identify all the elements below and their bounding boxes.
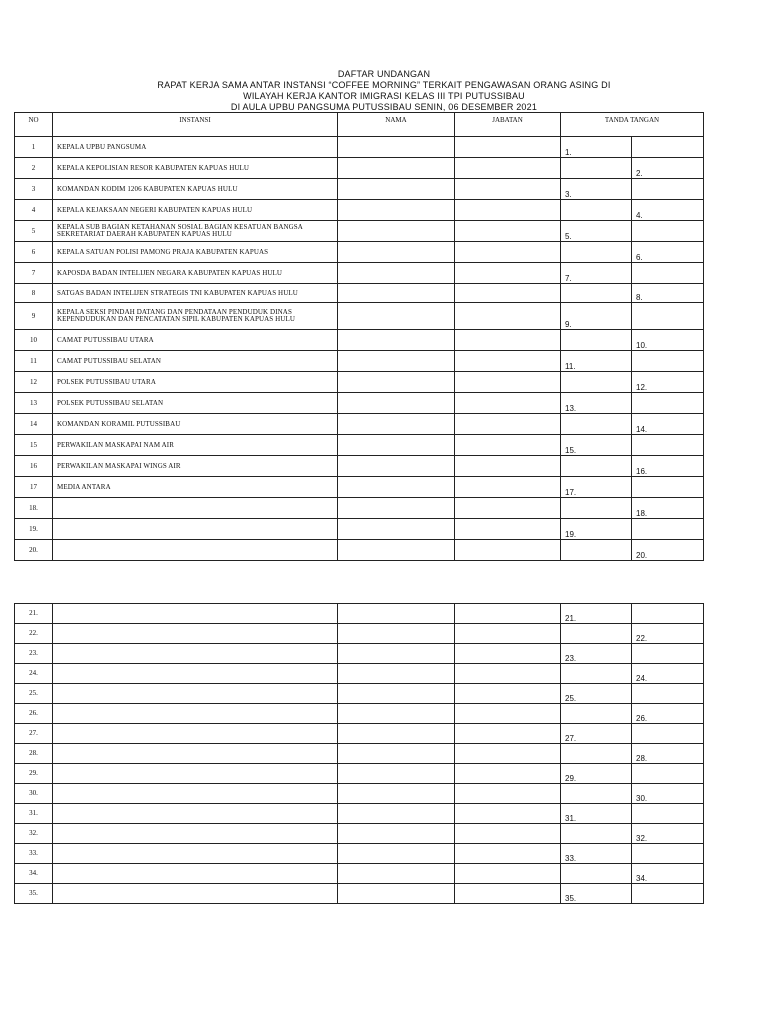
row-instansi	[53, 804, 338, 824]
table-row	[15, 704, 704, 724]
row-signature-left[interactable]: 11.	[561, 351, 632, 372]
row-nama[interactable]	[338, 864, 455, 884]
row-signature-right[interactable]	[632, 435, 704, 456]
row-signature-left[interactable]: 7.	[561, 263, 632, 284]
table-row	[15, 624, 704, 644]
row-instansi	[53, 540, 338, 561]
col-header-instansi: INSTANSI	[53, 113, 338, 137]
row-number: 31.	[15, 804, 53, 824]
row-number: 23.	[15, 644, 53, 664]
row-nama[interactable]	[338, 804, 455, 824]
row-instansi: KEPALA SEKSI PINDAH DATANG DAN PENDATAAN PENDUDUK DINAS KEPENDUDUKAN DAN PENCATATAN SIPIL KABUPATEN KAPUAS HULU	[53, 303, 338, 330]
row-instansi	[53, 764, 338, 784]
row-jabatan[interactable]	[455, 330, 561, 351]
row-nama[interactable]	[338, 664, 455, 684]
table-row	[15, 864, 704, 884]
row-nama[interactable]	[338, 435, 455, 456]
row-signature-left[interactable]	[561, 330, 632, 351]
row-signature-left[interactable]	[561, 200, 632, 221]
row-instansi: KEPALA SUB BAGIAN KETAHANAN SOSIAL BAGIAN KESATUAN BANGSA SEKRETARIAT DAERAH KABUPATEN KAPUAS HULU	[53, 221, 338, 242]
row-nama[interactable]	[338, 221, 455, 242]
table-row	[15, 284, 704, 303]
table-row	[15, 764, 704, 784]
row-instansi: KEPALA KEPOLISIAN RESOR KABUPATEN KAPUAS HULU	[53, 158, 338, 179]
table-row	[15, 330, 704, 351]
row-jabatan[interactable]	[455, 804, 561, 824]
row-nama[interactable]	[338, 884, 455, 904]
row-signature-left[interactable]: 29.	[561, 764, 632, 784]
row-instansi	[53, 784, 338, 804]
table-row	[15, 263, 704, 284]
row-nama[interactable]	[338, 351, 455, 372]
row-signature-right[interactable]	[632, 137, 704, 158]
document-header	[0, 69, 768, 113]
row-nama[interactable]	[338, 824, 455, 844]
row-signature-left[interactable]	[561, 784, 632, 804]
row-jabatan[interactable]	[455, 498, 561, 519]
row-number: 19.	[15, 519, 53, 540]
table-row	[15, 477, 704, 498]
row-nama[interactable]	[338, 624, 455, 644]
row-nama[interactable]	[338, 844, 455, 864]
row-jabatan[interactable]	[455, 393, 561, 414]
table-row	[15, 351, 704, 372]
row-jabatan[interactable]	[455, 158, 561, 179]
row-instansi	[53, 644, 338, 664]
row-jabatan[interactable]	[455, 519, 561, 540]
row-instansi	[53, 604, 338, 624]
row-jabatan[interactable]	[455, 477, 561, 498]
row-instansi: MEDIA ANTARA	[53, 477, 338, 498]
row-signature-left[interactable]: 25.	[561, 684, 632, 704]
table-row	[15, 644, 704, 664]
row-instansi: POLSEK PUTUSSIBAU SELATAN	[53, 393, 338, 414]
row-signature-left[interactable]: 19.	[561, 519, 632, 540]
row-jabatan[interactable]	[455, 864, 561, 884]
row-jabatan[interactable]	[455, 242, 561, 263]
row-nama[interactable]	[338, 284, 455, 303]
table-row	[15, 221, 704, 242]
row-instansi: KAPOSDA BADAN INTELIJEN NEGARA KABUPATEN KAPUAS HULU	[53, 263, 338, 284]
row-nama[interactable]	[338, 242, 455, 263]
table-row	[15, 844, 704, 864]
row-instansi: KOMANDAN KORAMIL PUTUSSIBAU	[53, 414, 338, 435]
row-jabatan[interactable]	[455, 179, 561, 200]
row-number: 24.	[15, 664, 53, 684]
invitation-table	[14, 112, 704, 561]
table-row	[15, 884, 704, 904]
row-nama[interactable]	[338, 200, 455, 221]
row-instansi	[53, 744, 338, 764]
row-signature-left[interactable]: 1.	[561, 137, 632, 158]
row-signature-right[interactable]	[632, 724, 704, 744]
row-number: 13	[15, 393, 53, 414]
row-number: 1	[15, 137, 53, 158]
row-signature-left[interactable]: 3.	[561, 179, 632, 200]
row-signature-right[interactable]: 16.	[632, 456, 704, 477]
table-row	[15, 744, 704, 764]
row-nama[interactable]	[338, 784, 455, 804]
row-number: 26.	[15, 704, 53, 724]
row-jabatan[interactable]	[455, 724, 561, 744]
row-signature-right[interactable]: 12.	[632, 372, 704, 393]
row-signature-left[interactable]	[561, 456, 632, 477]
row-jabatan[interactable]	[455, 137, 561, 158]
row-number: 22.	[15, 624, 53, 644]
row-signature-left[interactable]	[561, 158, 632, 179]
row-signature-left[interactable]	[561, 414, 632, 435]
invitation-table-continued	[14, 603, 704, 904]
row-signature-right[interactable]: 10.	[632, 330, 704, 351]
row-jabatan[interactable]	[455, 414, 561, 435]
row-instansi: KEPALA SATUAN POLISI PAMONG PRAJA KABUPATEN KAPUAS	[53, 242, 338, 263]
row-instansi	[53, 824, 338, 844]
row-signature-right[interactable]	[632, 179, 704, 200]
table-row	[15, 179, 704, 200]
row-instansi: SATGAS BADAN INTELIJEN STRATEGIS TNI KABUPATEN KAPUAS HULU	[53, 284, 338, 303]
row-signature-right[interactable]: 8.	[632, 284, 704, 303]
row-number: 9	[15, 303, 53, 330]
row-signature-left[interactable]	[561, 704, 632, 724]
row-instansi	[53, 864, 338, 884]
row-signature-left[interactable]	[561, 864, 632, 884]
row-instansi	[53, 624, 338, 644]
table-row	[15, 519, 704, 540]
row-nama[interactable]	[338, 519, 455, 540]
table-row	[15, 414, 704, 435]
row-jabatan[interactable]	[455, 684, 561, 704]
table-row	[15, 784, 704, 804]
row-signature-right[interactable]: 6.	[632, 242, 704, 263]
row-signature-right[interactable]: 34.	[632, 864, 704, 884]
row-signature-right[interactable]	[632, 221, 704, 242]
row-signature-right[interactable]: 4.	[632, 200, 704, 221]
row-number: 27.	[15, 724, 53, 744]
table-row	[15, 242, 704, 263]
row-nama[interactable]	[338, 744, 455, 764]
row-signature-right[interactable]	[632, 477, 704, 498]
table-row	[15, 393, 704, 414]
row-instansi	[53, 704, 338, 724]
row-nama[interactable]	[338, 498, 455, 519]
row-signature-right[interactable]: 2.	[632, 158, 704, 179]
row-jabatan[interactable]	[455, 844, 561, 864]
row-instansi	[53, 884, 338, 904]
row-signature-left[interactable]: 17.	[561, 477, 632, 498]
row-number: 3	[15, 179, 53, 200]
table-row	[15, 824, 704, 844]
row-jabatan[interactable]	[455, 284, 561, 303]
table-row	[15, 540, 704, 561]
row-jabatan[interactable]	[455, 351, 561, 372]
row-number: 4	[15, 200, 53, 221]
row-signature-left[interactable]: 5.	[561, 221, 632, 242]
row-signature-right[interactable]	[632, 764, 704, 784]
row-signature-left[interactable]: 15.	[561, 435, 632, 456]
table-row	[15, 372, 704, 393]
row-number: 32.	[15, 824, 53, 844]
row-signature-right[interactable]	[632, 844, 704, 864]
row-signature-right[interactable]	[632, 644, 704, 664]
row-jabatan[interactable]	[455, 624, 561, 644]
row-instansi: KOMANDAN KODIM 1206 KABUPATEN KAPUAS HULU	[53, 179, 338, 200]
row-signature-left[interactable]: 31.	[561, 804, 632, 824]
row-number: 16	[15, 456, 53, 477]
row-signature-left[interactable]	[561, 242, 632, 263]
row-jabatan[interactable]	[455, 824, 561, 844]
row-nama[interactable]	[338, 393, 455, 414]
row-number: 8	[15, 284, 53, 303]
header-line-2: RAPAT KERJA SAMA ANTAR INSTANSI “COFFEE MORNING” TERKAIT PENGAWASAN ORANG ASING DI	[157, 80, 611, 90]
row-signature-right[interactable]	[632, 804, 704, 824]
row-number: 10	[15, 330, 53, 351]
row-jabatan[interactable]	[455, 303, 561, 330]
row-signature-right[interactable]: 24.	[632, 664, 704, 684]
row-signature-right[interactable]: 18.	[632, 498, 704, 519]
row-number: 33.	[15, 844, 53, 864]
row-nama[interactable]	[338, 372, 455, 393]
row-nama[interactable]	[338, 137, 455, 158]
row-nama[interactable]	[338, 604, 455, 624]
row-signature-right[interactable]: 20.	[632, 540, 704, 561]
col-header-nama: NAMA	[338, 113, 455, 137]
row-number: 29.	[15, 764, 53, 784]
row-jabatan[interactable]	[455, 764, 561, 784]
row-nama[interactable]	[338, 540, 455, 561]
row-nama[interactable]	[338, 303, 455, 330]
row-signature-left[interactable]: 9.	[561, 303, 632, 330]
row-signature-right[interactable]	[632, 604, 704, 624]
row-nama[interactable]	[338, 179, 455, 200]
row-signature-left[interactable]	[561, 540, 632, 561]
table-row	[15, 804, 704, 824]
row-signature-left[interactable]: 33.	[561, 844, 632, 864]
row-number: 14	[15, 414, 53, 435]
col-header-tanda-tangan: TANDA TANGAN	[561, 113, 704, 137]
row-number: 34.	[15, 864, 53, 884]
row-jabatan[interactable]	[455, 644, 561, 664]
row-instansi	[53, 724, 338, 744]
row-signature-right[interactable]	[632, 393, 704, 414]
row-nama[interactable]	[338, 414, 455, 435]
row-instansi: PERWAKILAN MASKAPAI WINGS AIR	[53, 456, 338, 477]
row-nama[interactable]	[338, 456, 455, 477]
row-jabatan[interactable]	[455, 221, 561, 242]
row-nama[interactable]	[338, 764, 455, 784]
table-row	[15, 137, 704, 158]
col-header-no: NO	[15, 113, 53, 137]
row-signature-right[interactable]	[632, 303, 704, 330]
row-number: 28.	[15, 744, 53, 764]
row-jabatan[interactable]	[455, 604, 561, 624]
row-nama[interactable]	[338, 644, 455, 664]
row-signature-right[interactable]	[632, 519, 704, 540]
row-number: 5	[15, 221, 53, 242]
header-line-3: WILAYAH KERJA KANTOR IMIGRASI KELAS III TPI PUTUSSIBAU	[243, 91, 525, 101]
row-instansi: POLSEK PUTUSSIBAU UTARA	[53, 372, 338, 393]
row-jabatan[interactable]	[455, 884, 561, 904]
row-nama[interactable]	[338, 158, 455, 179]
row-instansi: KEPALA UPBU PANGSUMA	[53, 137, 338, 158]
table-row	[15, 724, 704, 744]
row-jabatan[interactable]	[455, 744, 561, 764]
row-jabatan[interactable]	[455, 784, 561, 804]
row-instansi	[53, 664, 338, 684]
row-number: 21.	[15, 604, 53, 624]
table-row	[15, 158, 704, 179]
table-row	[15, 498, 704, 519]
row-signature-left[interactable]	[561, 824, 632, 844]
row-instansi	[53, 498, 338, 519]
row-nama[interactable]	[338, 704, 455, 724]
row-number: 25.	[15, 684, 53, 704]
row-instansi: PERWAKILAN MASKAPAI NAM AIR	[53, 435, 338, 456]
row-signature-left[interactable]	[561, 744, 632, 764]
row-signature-right[interactable]	[632, 884, 704, 904]
row-signature-right[interactable]: 22.	[632, 624, 704, 644]
row-number: 15	[15, 435, 53, 456]
row-jabatan[interactable]	[455, 540, 561, 561]
row-nama[interactable]	[338, 330, 455, 351]
row-signature-left[interactable]	[561, 664, 632, 684]
table-row	[15, 684, 704, 704]
row-signature-right[interactable]: 14.	[632, 414, 704, 435]
header-title: DAFTAR UNDANGAN	[337, 69, 431, 79]
row-instansi: KEPALA KEJAKSAAN NEGERI KABUPATEN KAPUAS HULU	[53, 200, 338, 221]
row-jabatan[interactable]	[455, 704, 561, 724]
row-signature-left[interactable]	[561, 624, 632, 644]
row-jabatan[interactable]	[455, 200, 561, 221]
table-row	[15, 456, 704, 477]
row-nama[interactable]	[338, 684, 455, 704]
row-signature-left[interactable]: 27.	[561, 724, 632, 744]
row-instansi	[53, 844, 338, 864]
table-row	[15, 435, 704, 456]
row-number: 18.	[15, 498, 53, 519]
row-number: 7	[15, 263, 53, 284]
row-jabatan[interactable]	[455, 263, 561, 284]
col-header-jabatan: JABATAN	[455, 113, 561, 137]
header-line-4: DI AULA UPBU PANGSUMA PUTUSSIBAU SENIN, 06 DESEMBER 2021	[230, 102, 538, 112]
row-signature-left[interactable]: 35.	[561, 884, 632, 904]
row-signature-left[interactable]	[561, 372, 632, 393]
row-signature-right[interactable]: 30.	[632, 784, 704, 804]
row-signature-right[interactable]	[632, 263, 704, 284]
table-row	[15, 303, 704, 330]
row-jabatan[interactable]	[455, 456, 561, 477]
table-header-row	[15, 113, 704, 137]
row-signature-right[interactable]: 26.	[632, 704, 704, 724]
row-signature-right[interactable]	[632, 684, 704, 704]
row-signature-left[interactable]: 13.	[561, 393, 632, 414]
row-signature-left[interactable]: 23.	[561, 644, 632, 664]
row-jabatan[interactable]	[455, 372, 561, 393]
row-number: 20.	[15, 540, 53, 561]
row-signature-right[interactable]: 28.	[632, 744, 704, 764]
row-instansi: CAMAT PUTUSSIBAU SELATAN	[53, 351, 338, 372]
row-signature-right[interactable]: 32.	[632, 824, 704, 844]
row-number: 30.	[15, 784, 53, 804]
row-nama[interactable]	[338, 724, 455, 744]
row-signature-left[interactable]: 21.	[561, 604, 632, 624]
row-instansi: CAMAT PUTUSSIBAU UTARA	[53, 330, 338, 351]
row-number: 2	[15, 158, 53, 179]
row-signature-left[interactable]	[561, 498, 632, 519]
row-number: 17	[15, 477, 53, 498]
row-signature-right[interactable]	[632, 351, 704, 372]
row-nama[interactable]	[338, 477, 455, 498]
row-jabatan[interactable]	[455, 435, 561, 456]
row-number: 12	[15, 372, 53, 393]
row-signature-left[interactable]	[561, 284, 632, 303]
table-row	[15, 604, 704, 624]
row-instansi	[53, 519, 338, 540]
table-row	[15, 664, 704, 684]
row-number: 6	[15, 242, 53, 263]
row-number: 11	[15, 351, 53, 372]
table-row	[15, 200, 704, 221]
row-instansi	[53, 684, 338, 704]
row-jabatan[interactable]	[455, 664, 561, 684]
row-nama[interactable]	[338, 263, 455, 284]
row-number: 35.	[15, 884, 53, 904]
